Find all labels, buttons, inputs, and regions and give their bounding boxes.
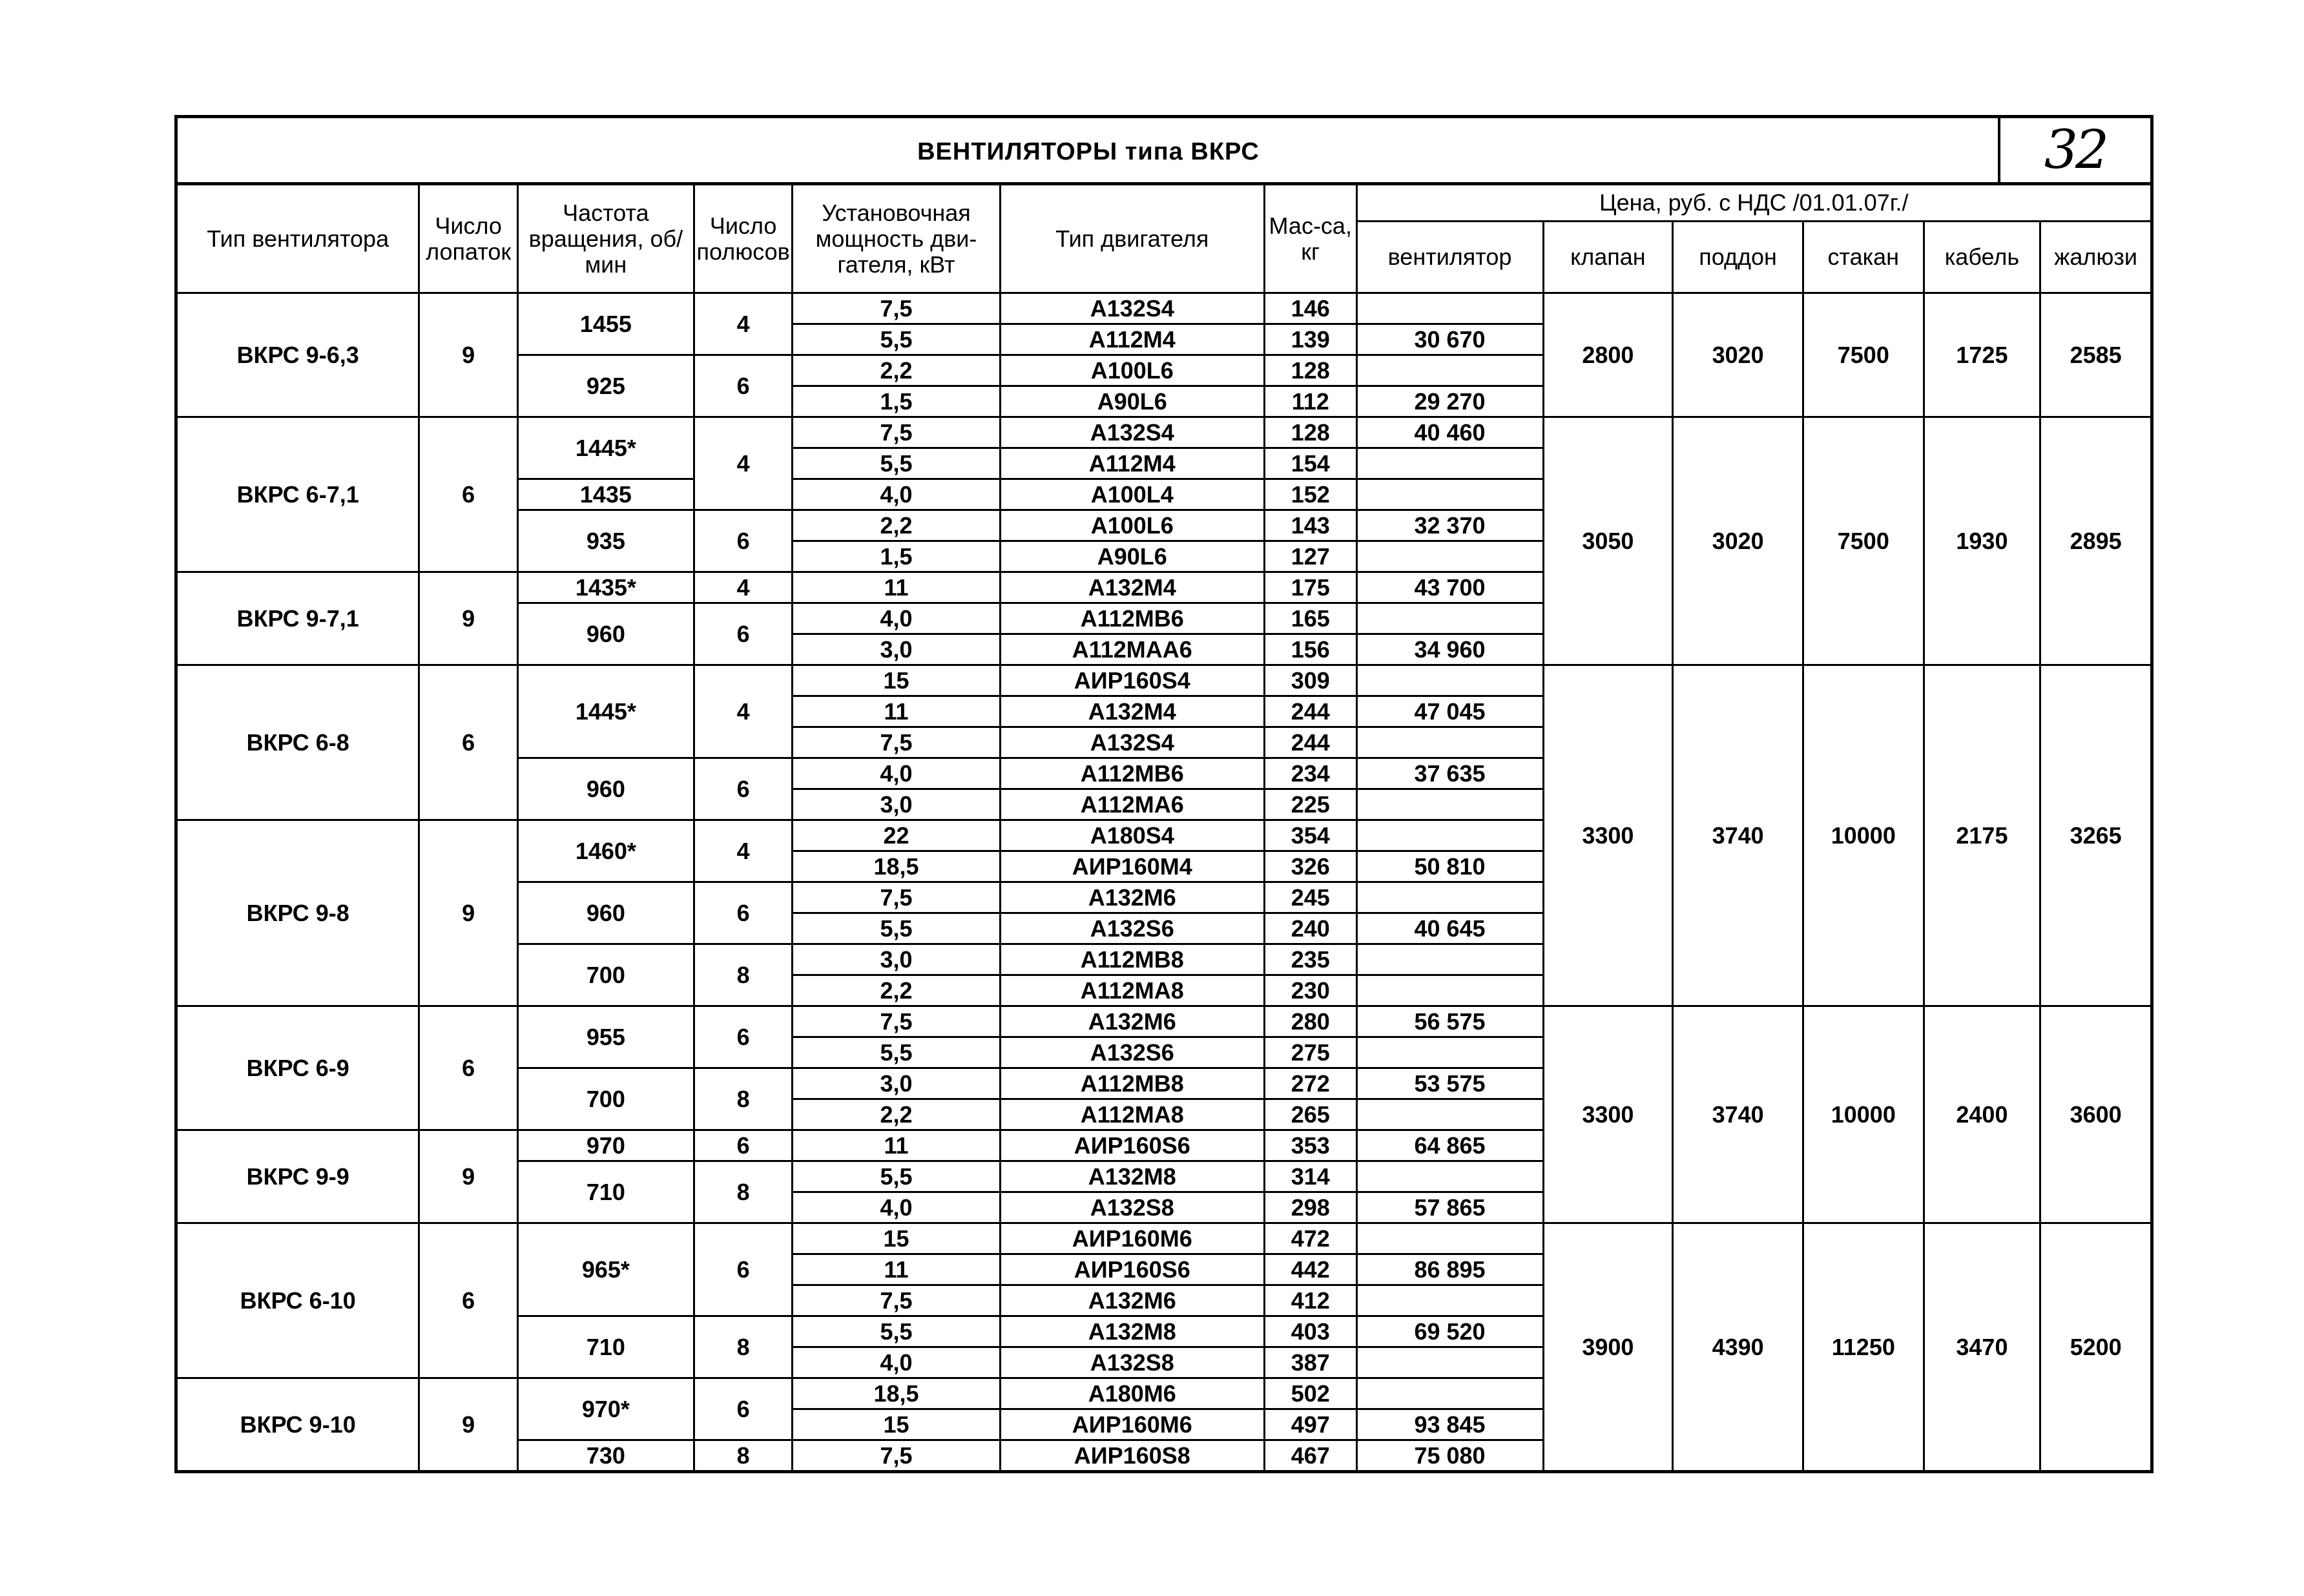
fan-price-cell (1356, 541, 1543, 572)
mass-cell: 467 (1265, 1440, 1357, 1472)
power-cell: 5,5 (793, 1316, 1000, 1347)
blades-cell: 9 (419, 1130, 518, 1223)
header-speed: Частота вращения, об/мин (517, 184, 694, 293)
speed-cell: 710 (517, 1161, 694, 1223)
speed-cell: 1445* (517, 665, 694, 758)
mass-cell: 326 (1265, 851, 1357, 882)
glass-price-cell: 11250 (1803, 1223, 1924, 1472)
glass-price-cell: 10000 (1803, 1006, 1924, 1223)
fan-price-cell (1356, 1347, 1543, 1378)
power-cell: 7,5 (793, 293, 1000, 324)
fan-type-cell: ВКРС 9-8 (176, 820, 419, 1006)
louvers-price-cell: 5200 (2040, 1223, 2152, 1472)
speed-cell: 700 (517, 1068, 694, 1130)
poles-cell: 6 (694, 1006, 793, 1068)
power-cell: 7,5 (793, 882, 1000, 913)
motor-cell: А132М8 (1000, 1316, 1264, 1347)
mass-cell: 309 (1265, 665, 1357, 696)
power-cell: 4,0 (793, 603, 1000, 634)
motor-cell: А100L6 (1000, 510, 1264, 541)
price-sheet (174, 115, 2154, 1551)
power-cell: 4,0 (793, 1347, 1000, 1378)
mass-cell: 240 (1265, 913, 1357, 944)
power-cell: 3,0 (793, 634, 1000, 665)
header-motor: Тип двигателя (1000, 184, 1264, 293)
tray-price-cell: 4390 (1673, 1223, 1803, 1472)
mass-cell: 245 (1265, 882, 1357, 913)
fan-price-cell: 56 575 (1356, 1006, 1543, 1037)
header-mass: Мас-са, кг (1265, 184, 1357, 293)
fan-price-cell (1356, 479, 1543, 510)
poles-cell: 6 (694, 1223, 793, 1316)
power-cell: 22 (793, 820, 1000, 851)
poles-cell: 4 (694, 293, 793, 355)
motor-cell: А132S4 (1000, 727, 1264, 758)
louvers-price-cell: 3265 (2040, 665, 2152, 1006)
motor-cell: А180S4 (1000, 820, 1264, 851)
mass-cell: 244 (1265, 727, 1357, 758)
fan-price-cell (1356, 603, 1543, 634)
motor-cell: А132М6 (1000, 1006, 1264, 1037)
fan-price-cell (1356, 882, 1543, 913)
fan-price-table (174, 182, 2154, 1473)
motor-cell: А112МА8 (1000, 1099, 1264, 1130)
mass-cell: 234 (1265, 758, 1357, 789)
poles-cell: 6 (694, 603, 793, 665)
mass-cell: 152 (1265, 479, 1357, 510)
fan-type-cell: ВКРС 9-9 (176, 1130, 419, 1223)
motor-cell: А100L6 (1000, 355, 1264, 386)
power-cell: 7,5 (793, 727, 1000, 758)
motor-cell: АИР160S8 (1000, 1440, 1264, 1472)
fan-type-cell: ВКРС 9-10 (176, 1378, 419, 1472)
mass-cell: 403 (1265, 1316, 1357, 1347)
speed-cell: 1445* (517, 417, 694, 479)
valve-price-cell: 3050 (1543, 417, 1673, 665)
motor-cell: А132М4 (1000, 572, 1264, 603)
motor-cell: АИР160М6 (1000, 1223, 1264, 1254)
power-cell: 3,0 (793, 1068, 1000, 1099)
mass-cell: 112 (1265, 386, 1357, 417)
fan-price-cell (1356, 727, 1543, 758)
speed-cell: 935 (517, 510, 694, 572)
motor-cell: А132М6 (1000, 882, 1264, 913)
mass-cell: 265 (1265, 1099, 1357, 1130)
mass-cell: 154 (1265, 448, 1357, 479)
speed-cell: 1435 (517, 479, 694, 510)
motor-cell: АИР160М4 (1000, 851, 1264, 882)
fan-price-cell: 29 270 (1356, 386, 1543, 417)
poles-cell: 8 (694, 1316, 793, 1378)
mass-cell: 412 (1265, 1285, 1357, 1316)
motor-cell: АИР160S4 (1000, 665, 1264, 696)
power-cell: 11 (793, 696, 1000, 727)
blades-cell: 9 (419, 572, 518, 665)
glass-price-cell: 7500 (1803, 293, 1924, 417)
motor-cell: А112МА8 (1000, 975, 1264, 1006)
page-number: 32 (2044, 119, 2107, 181)
blades-cell: 9 (419, 1378, 518, 1472)
power-cell: 11 (793, 1130, 1000, 1161)
speed-cell: 730 (517, 1440, 694, 1472)
poles-cell: 8 (694, 944, 793, 1006)
cable-price-cell: 2400 (1924, 1006, 2040, 1223)
fan-price-cell (1356, 789, 1543, 820)
mass-cell: 442 (1265, 1254, 1357, 1285)
motor-cell: А132М8 (1000, 1161, 1264, 1192)
cable-price-cell: 3470 (1924, 1223, 2040, 1472)
mass-cell: 502 (1265, 1378, 1357, 1409)
mass-cell: 225 (1265, 789, 1357, 820)
poles-cell: 6 (694, 758, 793, 820)
mass-cell: 128 (1265, 355, 1357, 386)
header-tray: поддон (1673, 222, 1803, 293)
poles-cell: 8 (694, 1068, 793, 1130)
mass-cell: 244 (1265, 696, 1357, 727)
power-cell: 3,0 (793, 789, 1000, 820)
table-row (176, 1006, 2152, 1037)
poles-cell: 6 (694, 1378, 793, 1440)
fan-price-cell (1356, 944, 1543, 975)
power-cell: 7,5 (793, 1006, 1000, 1037)
motor-cell: А132S4 (1000, 417, 1264, 448)
motor-cell: АИР160S6 (1000, 1130, 1264, 1161)
poles-cell: 6 (694, 510, 793, 572)
tray-price-cell: 3740 (1673, 665, 1803, 1006)
motor-cell: А112МВ8 (1000, 944, 1264, 975)
power-cell: 11 (793, 1254, 1000, 1285)
speed-cell: 955 (517, 1006, 694, 1068)
power-cell: 2,2 (793, 975, 1000, 1006)
blades-cell: 9 (419, 293, 518, 417)
header-fan-type: Тип вентилятора (176, 184, 419, 293)
louvers-price-cell: 2895 (2040, 417, 2152, 665)
fan-price-cell (1356, 293, 1543, 324)
mass-cell: 156 (1265, 634, 1357, 665)
fan-price-cell (1356, 355, 1543, 386)
power-cell: 7,5 (793, 417, 1000, 448)
mass-cell: 175 (1265, 572, 1357, 603)
fan-price-cell: 64 865 (1356, 1130, 1543, 1161)
speed-cell: 1460* (517, 820, 694, 882)
power-cell: 1,5 (793, 541, 1000, 572)
speed-cell: 925 (517, 355, 694, 417)
poles-cell: 4 (694, 665, 793, 758)
cable-price-cell: 2175 (1924, 665, 2040, 1006)
fan-price-cell: 32 370 (1356, 510, 1543, 541)
mass-cell: 275 (1265, 1037, 1357, 1068)
title-row (174, 115, 2154, 182)
fan-price-cell: 40 460 (1356, 417, 1543, 448)
poles-cell: 4 (694, 417, 793, 510)
mass-cell: 298 (1265, 1192, 1357, 1223)
table-row (176, 293, 2152, 324)
valve-price-cell: 2800 (1543, 293, 1673, 417)
louvers-price-cell: 3600 (2040, 1006, 2152, 1223)
power-cell: 7,5 (793, 1285, 1000, 1316)
header-louvers: жалюзи (2040, 222, 2152, 293)
header-blades: Число лопаток (419, 184, 518, 293)
fan-price-cell (1356, 665, 1543, 696)
header-power: Установочная мощность дви-гателя, кВт (793, 184, 1000, 293)
mass-cell: 230 (1265, 975, 1357, 1006)
motor-cell: А112МВ8 (1000, 1068, 1264, 1099)
header-fan-price: вентилятор (1356, 222, 1543, 293)
header-price-group: Цена, руб. с НДС /01.01.07г./ (1356, 184, 2152, 222)
fan-type-cell: ВКРС 9-6,3 (176, 293, 419, 417)
motor-cell: А112МВ6 (1000, 603, 1264, 634)
power-cell: 1,5 (793, 386, 1000, 417)
fan-type-cell: ВКРС 6-9 (176, 1006, 419, 1130)
cable-price-cell: 1930 (1924, 417, 2040, 665)
fan-price-cell: 43 700 (1356, 572, 1543, 603)
power-cell: 4,0 (793, 758, 1000, 789)
motor-cell: АИР160S6 (1000, 1254, 1264, 1285)
mass-cell: 235 (1265, 944, 1357, 975)
motor-cell: А112М4 (1000, 324, 1264, 355)
power-cell: 5,5 (793, 448, 1000, 479)
speed-cell: 960 (517, 758, 694, 820)
fan-price-cell (1356, 1099, 1543, 1130)
fan-price-cell: 69 520 (1356, 1316, 1543, 1347)
power-cell: 18,5 (793, 851, 1000, 882)
motor-cell: А132М6 (1000, 1285, 1264, 1316)
header-poles: Число полюсов (694, 184, 793, 293)
fan-price-cell (1356, 1285, 1543, 1316)
mass-cell: 143 (1265, 510, 1357, 541)
power-cell: 5,5 (793, 1161, 1000, 1192)
poles-cell: 4 (694, 820, 793, 882)
poles-cell: 6 (694, 355, 793, 417)
fan-price-cell: 93 845 (1356, 1409, 1543, 1440)
cable-price-cell: 1725 (1924, 293, 2040, 417)
blades-cell: 6 (419, 1223, 518, 1378)
motor-cell: А132S6 (1000, 1037, 1264, 1068)
fan-price-cell (1356, 1223, 1543, 1254)
poles-cell: 6 (694, 882, 793, 944)
fan-price-cell: 37 635 (1356, 758, 1543, 789)
fan-type-cell: ВКРС 9-7,1 (176, 572, 419, 665)
power-cell: 15 (793, 1409, 1000, 1440)
fan-price-cell (1356, 448, 1543, 479)
table-row (176, 665, 2152, 696)
speed-cell: 710 (517, 1316, 694, 1378)
fan-price-cell: 47 045 (1356, 696, 1543, 727)
fan-price-cell: 57 865 (1356, 1192, 1543, 1223)
power-cell: 18,5 (793, 1378, 1000, 1409)
motor-cell: А100L4 (1000, 479, 1264, 510)
fan-price-cell (1356, 1378, 1543, 1409)
speed-cell: 960 (517, 603, 694, 665)
fan-price-cell: 40 645 (1356, 913, 1543, 944)
mass-cell: 272 (1265, 1068, 1357, 1099)
valve-price-cell: 3300 (1543, 665, 1673, 1006)
table-row (176, 1223, 2152, 1254)
motor-cell: А132S8 (1000, 1192, 1264, 1223)
motor-cell: А90L6 (1000, 541, 1264, 572)
speed-cell: 965* (517, 1223, 694, 1316)
poles-cell: 8 (694, 1161, 793, 1223)
speed-cell: 1455 (517, 293, 694, 355)
fan-price-cell: 34 960 (1356, 634, 1543, 665)
tray-price-cell: 3740 (1673, 1006, 1803, 1223)
power-cell: 15 (793, 1223, 1000, 1254)
power-cell: 5,5 (793, 1037, 1000, 1068)
power-cell: 7,5 (793, 1440, 1000, 1472)
fan-price-cell: 86 895 (1356, 1254, 1543, 1285)
page-number-box (1998, 118, 2150, 185)
motor-cell: А180М6 (1000, 1378, 1264, 1409)
page-title: ВЕНТИЛЯТОРЫ типа ВКРС (917, 138, 1260, 165)
motor-cell: А112М4 (1000, 448, 1264, 479)
motor-cell: А90L6 (1000, 386, 1264, 417)
louvers-price-cell: 2585 (2040, 293, 2152, 417)
motor-cell: А132S8 (1000, 1347, 1264, 1378)
mass-cell: 139 (1265, 324, 1357, 355)
mass-cell: 497 (1265, 1409, 1357, 1440)
motor-cell: А132S6 (1000, 913, 1264, 944)
header-valve: клапан (1543, 222, 1673, 293)
fan-type-cell: ВКРС 6-10 (176, 1223, 419, 1378)
mass-cell: 128 (1265, 417, 1357, 448)
poles-cell: 6 (694, 1130, 793, 1161)
motor-cell: А112МА6 (1000, 789, 1264, 820)
fan-price-cell: 75 080 (1356, 1440, 1543, 1472)
header-cable: кабель (1924, 222, 2040, 293)
power-cell: 5,5 (793, 324, 1000, 355)
glass-price-cell: 7500 (1803, 417, 1924, 665)
blades-cell: 6 (419, 1006, 518, 1130)
speed-cell: 970* (517, 1378, 694, 1440)
tray-price-cell: 3020 (1673, 417, 1803, 665)
power-cell: 4,0 (793, 1192, 1000, 1223)
motor-cell: А132S4 (1000, 293, 1264, 324)
speed-cell: 970 (517, 1130, 694, 1161)
mass-cell: 165 (1265, 603, 1357, 634)
blades-cell: 6 (419, 417, 518, 572)
fan-price-cell (1356, 820, 1543, 851)
speed-cell: 1435* (517, 572, 694, 603)
power-cell: 2,2 (793, 355, 1000, 386)
mass-cell: 387 (1265, 1347, 1357, 1378)
table-row (176, 417, 2152, 448)
tray-price-cell: 3020 (1673, 293, 1803, 417)
blades-cell: 9 (419, 820, 518, 1006)
mass-cell: 314 (1265, 1161, 1357, 1192)
poles-cell: 4 (694, 572, 793, 603)
power-cell: 2,2 (793, 1099, 1000, 1130)
fan-type-cell: ВКРС 6-7,1 (176, 417, 419, 572)
fan-type-cell: ВКРС 6-8 (176, 665, 419, 820)
speed-cell: 960 (517, 882, 694, 944)
motor-cell: А132М4 (1000, 696, 1264, 727)
power-cell: 3,0 (793, 944, 1000, 975)
fan-price-cell (1356, 1037, 1543, 1068)
fan-price-cell: 30 670 (1356, 324, 1543, 355)
fan-price-cell (1356, 975, 1543, 1006)
mass-cell: 127 (1265, 541, 1357, 572)
motor-cell: АИР160М6 (1000, 1409, 1264, 1440)
speed-cell: 700 (517, 944, 694, 1006)
fan-price-cell: 50 810 (1356, 851, 1543, 882)
fan-price-cell (1356, 1161, 1543, 1192)
motor-cell: А112МАА6 (1000, 634, 1264, 665)
valve-price-cell: 3900 (1543, 1223, 1673, 1472)
power-cell: 11 (793, 572, 1000, 603)
mass-cell: 280 (1265, 1006, 1357, 1037)
power-cell: 15 (793, 665, 1000, 696)
mass-cell: 472 (1265, 1223, 1357, 1254)
blades-cell: 6 (419, 665, 518, 820)
valve-price-cell: 3300 (1543, 1006, 1673, 1223)
mass-cell: 353 (1265, 1130, 1357, 1161)
power-cell: 4,0 (793, 479, 1000, 510)
mass-cell: 146 (1265, 293, 1357, 324)
table-body (176, 293, 2152, 1472)
power-cell: 5,5 (793, 913, 1000, 944)
header-glass: стакан (1803, 222, 1924, 293)
poles-cell: 8 (694, 1440, 793, 1472)
motor-cell: А112МВ6 (1000, 758, 1264, 789)
power-cell: 2,2 (793, 510, 1000, 541)
fan-price-cell: 53 575 (1356, 1068, 1543, 1099)
glass-price-cell: 10000 (1803, 665, 1924, 1006)
mass-cell: 354 (1265, 820, 1357, 851)
